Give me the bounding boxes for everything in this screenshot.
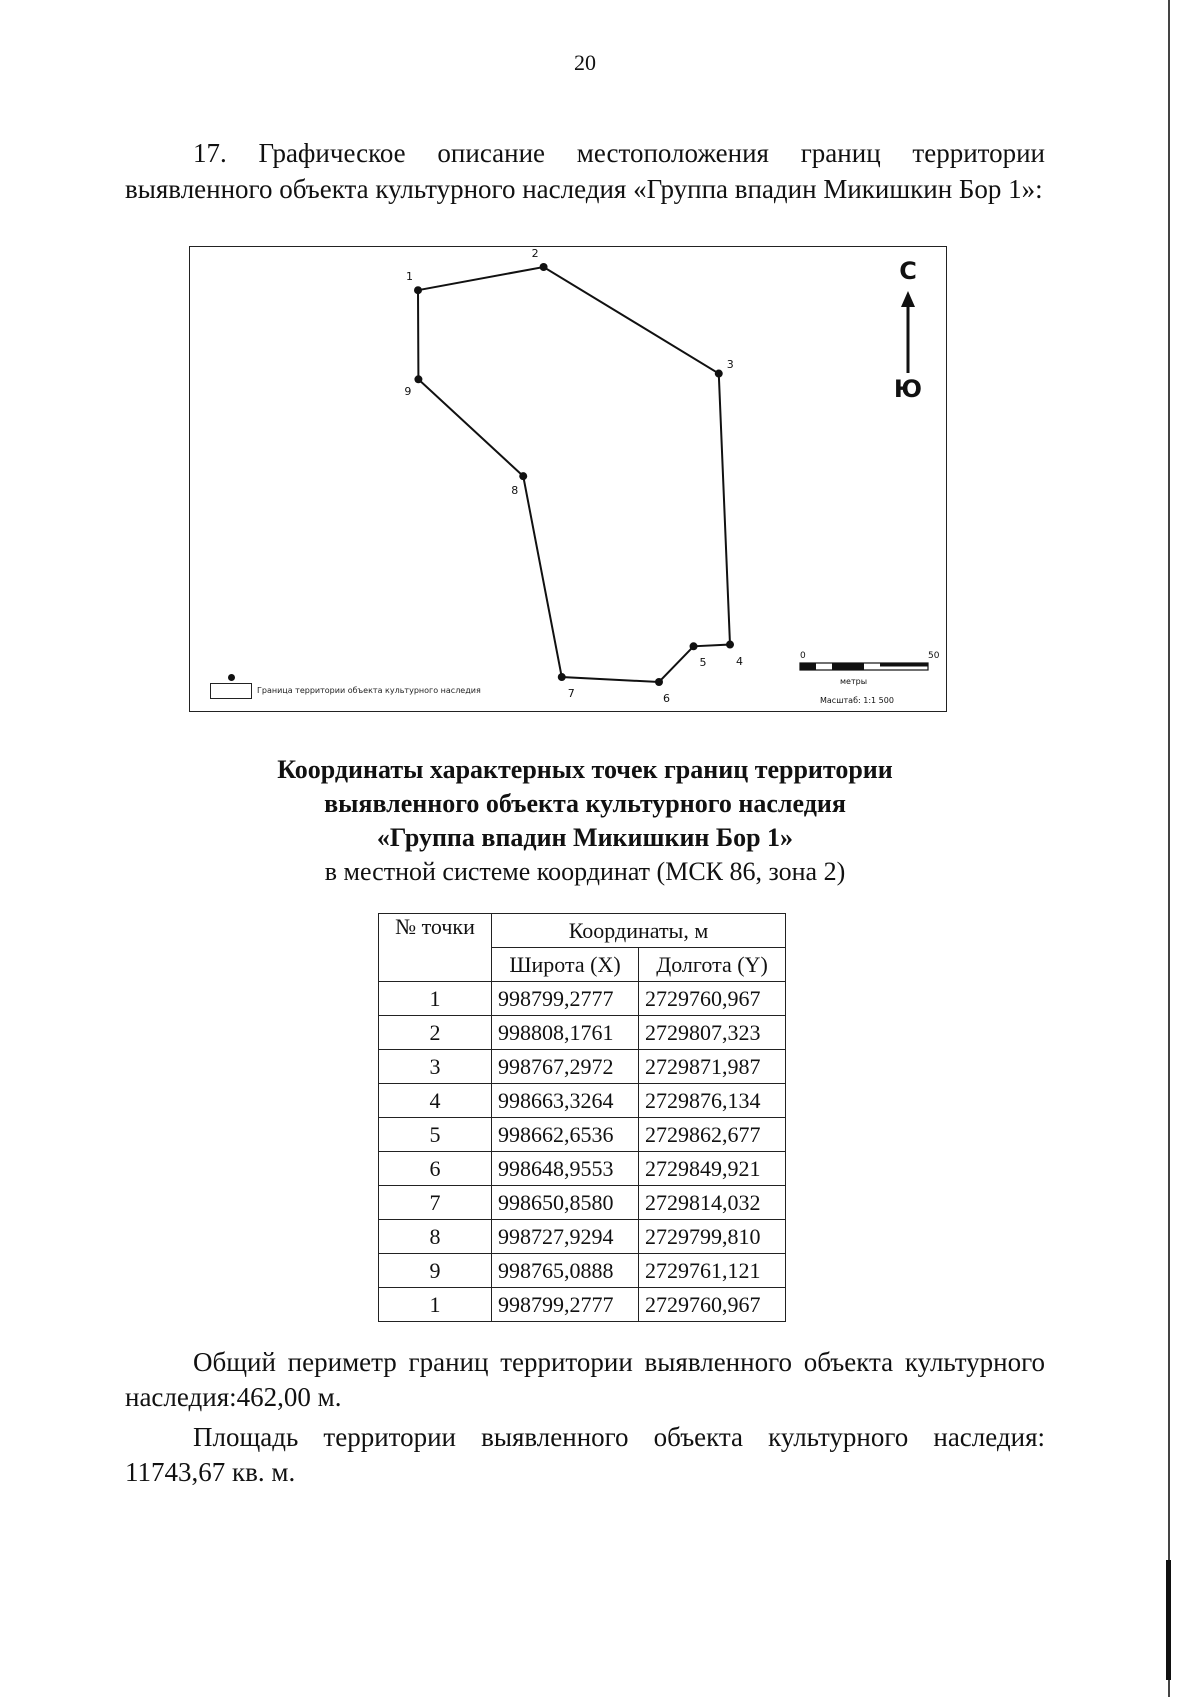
cell-y: 2729807,323	[639, 1016, 786, 1050]
table-title-line: «Группа впадин Микишкин Бор 1»	[376, 823, 794, 852]
table-title-line: в местной системе координат (МСК 86, зона 2)	[324, 857, 846, 886]
header-y: Долгота (Y)	[639, 948, 786, 982]
boundary-point	[519, 472, 527, 480]
legend-label: Граница территории объекта культурного наследия	[257, 686, 481, 695]
cell-point: 5	[379, 1118, 492, 1152]
table-row	[379, 1254, 786, 1288]
cell-y: 2729849,921	[639, 1152, 786, 1186]
scale-bar-segment	[800, 663, 816, 670]
scale-max-label: 50	[928, 651, 940, 661]
table-row	[379, 1118, 786, 1152]
table-title-line: Координаты характерных точек границ территории	[277, 755, 893, 784]
north-arrow-head	[901, 291, 915, 307]
boundary-point	[726, 641, 734, 649]
scale-ratio-label: Масштаб: 1:1 500	[820, 696, 894, 705]
boundary-point	[655, 678, 663, 686]
cell-x: 998767,2972	[492, 1050, 639, 1084]
boundary-point	[540, 263, 548, 271]
coordinates-table	[378, 913, 786, 1322]
cell-point: 3	[379, 1050, 492, 1084]
cell-point: 4	[379, 1084, 492, 1118]
cell-x: 998799,2777	[492, 982, 639, 1016]
cell-x: 998799,2777	[492, 1288, 639, 1322]
table-body	[379, 982, 786, 1322]
scale-unit-label: метры	[840, 677, 868, 686]
table-row	[379, 1050, 786, 1084]
table-title-line: выявленного объекта культурного наследия	[324, 789, 846, 818]
point-label: 6	[662, 692, 670, 705]
cell-x: 998765,0888	[492, 1254, 639, 1288]
scale-min-label: 0	[800, 651, 806, 661]
cell-y: 2729760,967	[639, 1288, 786, 1322]
table-title	[180, 753, 990, 889]
cell-y: 2729760,967	[639, 982, 786, 1016]
cell-x: 998650,8580	[492, 1186, 639, 1220]
cell-y: 2729871,987	[639, 1050, 786, 1084]
header-x: Широта (X)	[492, 948, 639, 982]
cell-x: 998663,3264	[492, 1084, 639, 1118]
table-row	[379, 982, 786, 1016]
cell-x: 998808,1761	[492, 1016, 639, 1050]
table-row	[379, 1084, 786, 1118]
point-label: 7	[567, 687, 575, 701]
boundary-map-drawing	[190, 247, 948, 713]
boundary-point	[558, 673, 566, 681]
south-label: Ю	[893, 375, 923, 403]
cell-x: 998727,9294	[492, 1220, 639, 1254]
point-label: 8	[511, 484, 519, 498]
perimeter-text: Общий периметр границ территории выявленного объекта культурного наследия:462,00 м.	[125, 1347, 1045, 1412]
table-header-row	[379, 914, 786, 948]
table-row	[379, 1288, 786, 1322]
table-row	[379, 1220, 786, 1254]
boundary-line	[418, 267, 730, 682]
boundary-point	[414, 286, 422, 294]
area-text: Площадь территории выявленного объекта культурного наследия: 11743,67 кв. м.	[125, 1422, 1045, 1487]
north-label: С	[899, 257, 917, 285]
cell-point: 6	[379, 1152, 492, 1186]
legend-swatch	[210, 683, 252, 699]
boundary-map	[189, 246, 947, 712]
section-heading: 17. Графическое описание местоположения границ территории выявленного объекта культурного наследия «Группа впадин Микишкин Бор 1»:	[125, 138, 1045, 204]
table-row	[379, 1152, 786, 1186]
page-edge-line	[1168, 0, 1170, 1697]
cell-x: 998662,6536	[492, 1118, 639, 1152]
point-label: 3	[726, 357, 734, 371]
point-label: 9	[404, 385, 412, 399]
cell-point: 2	[379, 1016, 492, 1050]
table-row	[379, 1186, 786, 1220]
header-point: № точки	[379, 914, 492, 982]
cell-y: 2729761,121	[639, 1254, 786, 1288]
cell-point: 1	[379, 1288, 492, 1322]
header-coords: Координаты, м	[492, 914, 786, 948]
page-number: 20	[574, 50, 596, 75]
page-edge-mark	[1166, 1560, 1171, 1680]
boundary-point	[715, 370, 723, 378]
boundary-points	[414, 263, 734, 686]
scale-bar-segment	[880, 663, 928, 667]
legend-point-icon	[228, 674, 235, 681]
cell-y: 2729799,810	[639, 1220, 786, 1254]
boundary-point	[414, 375, 422, 383]
cell-y: 2729876,134	[639, 1084, 786, 1118]
cell-point: 8	[379, 1220, 492, 1254]
cell-point: 7	[379, 1186, 492, 1220]
boundary-point	[690, 642, 698, 650]
point-label: 4	[736, 654, 743, 668]
table-row	[379, 1016, 786, 1050]
cell-x: 998648,9553	[492, 1152, 639, 1186]
cell-y: 2729814,032	[639, 1186, 786, 1220]
point-label: 2	[531, 247, 539, 260]
cell-point: 1	[379, 982, 492, 1016]
cell-y: 2729862,677	[639, 1118, 786, 1152]
point-label: 5	[699, 656, 707, 670]
scale-bar-segment	[832, 663, 864, 670]
point-label: 1	[406, 270, 413, 284]
cell-point: 9	[379, 1254, 492, 1288]
